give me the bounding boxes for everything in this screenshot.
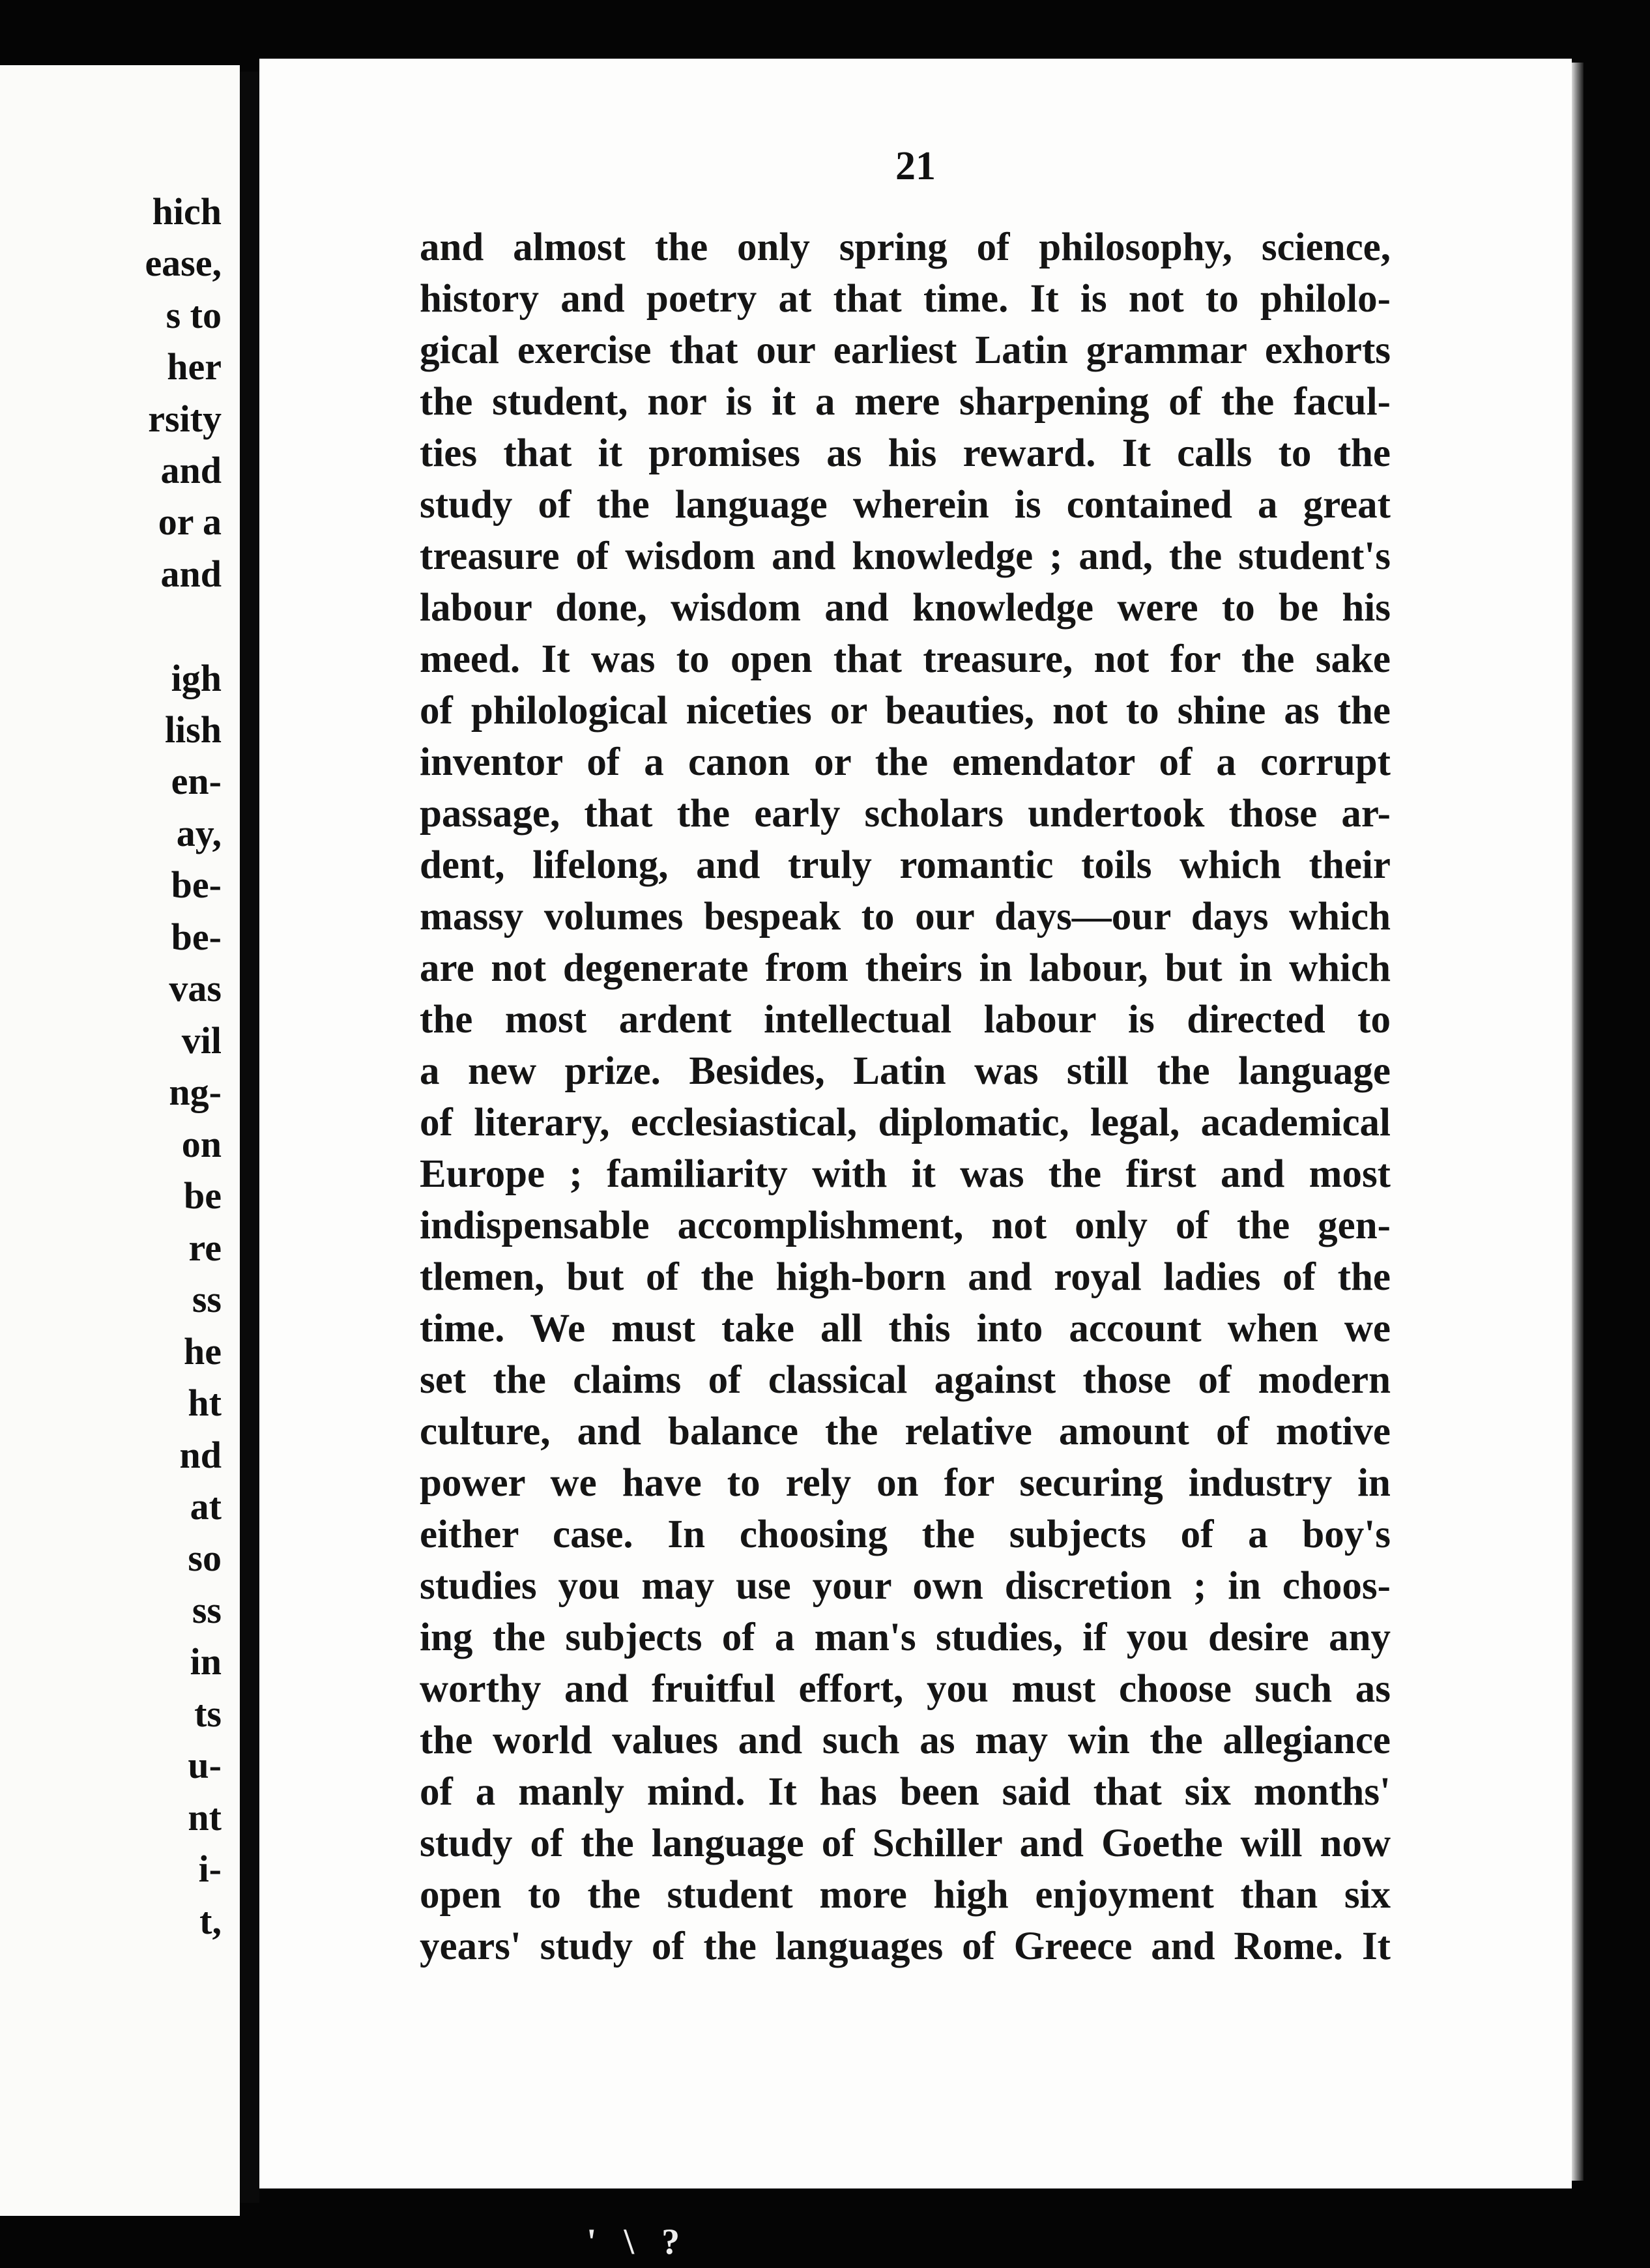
text-line: the world values and such as may win the allegiance — [420, 1719, 1391, 1762]
previous-page-line-fragment: ts — [194, 1693, 222, 1735]
previous-page-line-fragment: vas — [169, 967, 222, 1010]
previous-page-line-fragment: s to — [166, 294, 222, 336]
previous-page-line-fragment: on — [181, 1123, 222, 1165]
text-line: indispensable accomplishment, not only of the gen- — [420, 1204, 1391, 1247]
text-line: inventor of a canon or the emendator of a corrupt — [420, 740, 1391, 784]
text-line: dent, lifelong, and truly romantic toils which their — [420, 843, 1391, 887]
previous-page-line-fragment: nt — [188, 1796, 222, 1839]
previous-page-line-fragment: en- — [171, 760, 222, 802]
text-line: time. We must take all this into account when we — [420, 1307, 1391, 1350]
previous-page-line-fragment: ng- — [169, 1071, 222, 1113]
text-line: gical exercise that our earliest Latin grammar exhorts — [420, 328, 1391, 372]
text-line: a new prize. Besides, Latin was still the language — [420, 1049, 1391, 1093]
text-line: tlemen, but of the high-born and royal ladies of the — [420, 1255, 1391, 1299]
previous-page-line-fragment: hich — [152, 190, 222, 233]
text-line: open to the student more high enjoyment than six — [420, 1873, 1391, 1917]
text-line: passage, that the early scholars undertook those ar- — [420, 792, 1391, 836]
text-line: history and poetry at that time. It is not to philolo- — [420, 277, 1391, 321]
text-line: worthy and fruitful effort, you must choose such as — [420, 1667, 1391, 1711]
previous-page-line-fragment: and — [160, 449, 222, 491]
previous-page-line-fragment: so — [188, 1537, 222, 1579]
text-line: of literary, ecclesiastical, diplomatic, legal, academical — [420, 1101, 1391, 1144]
page-body-text — [420, 222, 1391, 1972]
scan-edge-marks: ' \ ? — [586, 2222, 689, 2262]
previous-page-line-fragment: vil — [181, 1019, 222, 1062]
text-line: the most ardent intellectual labour is directed to — [420, 998, 1391, 1041]
previous-page-line-fragment: be- — [171, 916, 222, 958]
previous-page-fragment — [0, 65, 240, 2216]
text-line: power we have to rely on for securing industry in — [420, 1461, 1391, 1505]
previous-page-line-fragment: rsity — [148, 398, 222, 440]
previous-page-line-fragment: in — [190, 1640, 222, 1683]
previous-page-line-fragment: and — [160, 553, 222, 595]
previous-page-line-fragment: be — [184, 1174, 222, 1217]
previous-page-line-fragment: t, — [199, 1900, 222, 1942]
text-line: culture, and balance the relative amount of motive — [420, 1410, 1391, 1453]
text-line: set the claims of classical against those of modern — [420, 1358, 1391, 1402]
text-line: treasure of wisdom and knowledge ; and, the student's — [420, 534, 1391, 578]
text-line: of a manly mind. It has been said that six months' — [420, 1770, 1391, 1814]
previous-page-line-fragment: or a — [158, 501, 222, 543]
text-line: ties that it promises as his reward. It calls to the — [420, 431, 1391, 475]
text-line: study of the language of Schiller and Goethe will now — [420, 1822, 1391, 1865]
previous-page-line-fragment: her — [167, 345, 222, 388]
previous-page-line-fragment: i- — [198, 1848, 222, 1890]
previous-page-line-fragment: at — [190, 1485, 222, 1528]
previous-page-line-fragment: igh — [171, 657, 222, 699]
previous-page-line-fragment: ss — [192, 1589, 222, 1631]
text-line: labour done, wisdom and knowledge were to be his — [420, 586, 1391, 630]
previous-page-line-fragment: re — [188, 1227, 222, 1269]
text-line: studies you may use your own discretion ; in choos- — [420, 1564, 1391, 1608]
text-line: and almost the only spring of philosophy, science, — [420, 225, 1391, 269]
text-line: massy volumes bespeak to our days—our days which — [420, 895, 1391, 938]
previous-page-line-fragment: nd — [179, 1434, 222, 1476]
page-edge-shadow — [1572, 63, 1584, 2181]
text-line: are not degenerate from theirs in labour, but in which — [420, 946, 1391, 990]
previous-page-line-fragment: ay, — [176, 812, 222, 854]
text-line: Europe ; familiarity with it was the first and most — [420, 1152, 1391, 1196]
text-line: years' study of the languages of Greece and Rome. It — [420, 1925, 1391, 1968]
previous-page-line-fragment: lish — [164, 708, 222, 751]
text-line: ing the subjects of a man's studies, if you desire any — [420, 1616, 1391, 1659]
previous-page-line-fragment: he — [184, 1330, 222, 1373]
text-line: meed. It was to open that treasure, not for the sake — [420, 637, 1391, 681]
previous-page-line-fragment: u- — [188, 1744, 222, 1786]
text-line: of philological niceties or beauties, not to shine as the — [420, 689, 1391, 733]
text-line: either case. In choosing the subjects of a boy's — [420, 1513, 1391, 1556]
book-page — [259, 59, 1572, 2188]
previous-page-line-fragment: ss — [192, 1278, 222, 1320]
text-line: the student, nor is it a mere sharpening of the facul- — [420, 380, 1391, 424]
previous-page-line-fragment: ease, — [145, 242, 222, 284]
text-line: study of the language wherein is contained a great — [420, 483, 1391, 527]
previous-page-line-fragment: ht — [188, 1382, 222, 1424]
page-number: 21 — [895, 144, 936, 188]
book-gutter — [240, 72, 259, 2203]
previous-page-line-fragment: be- — [171, 864, 222, 906]
